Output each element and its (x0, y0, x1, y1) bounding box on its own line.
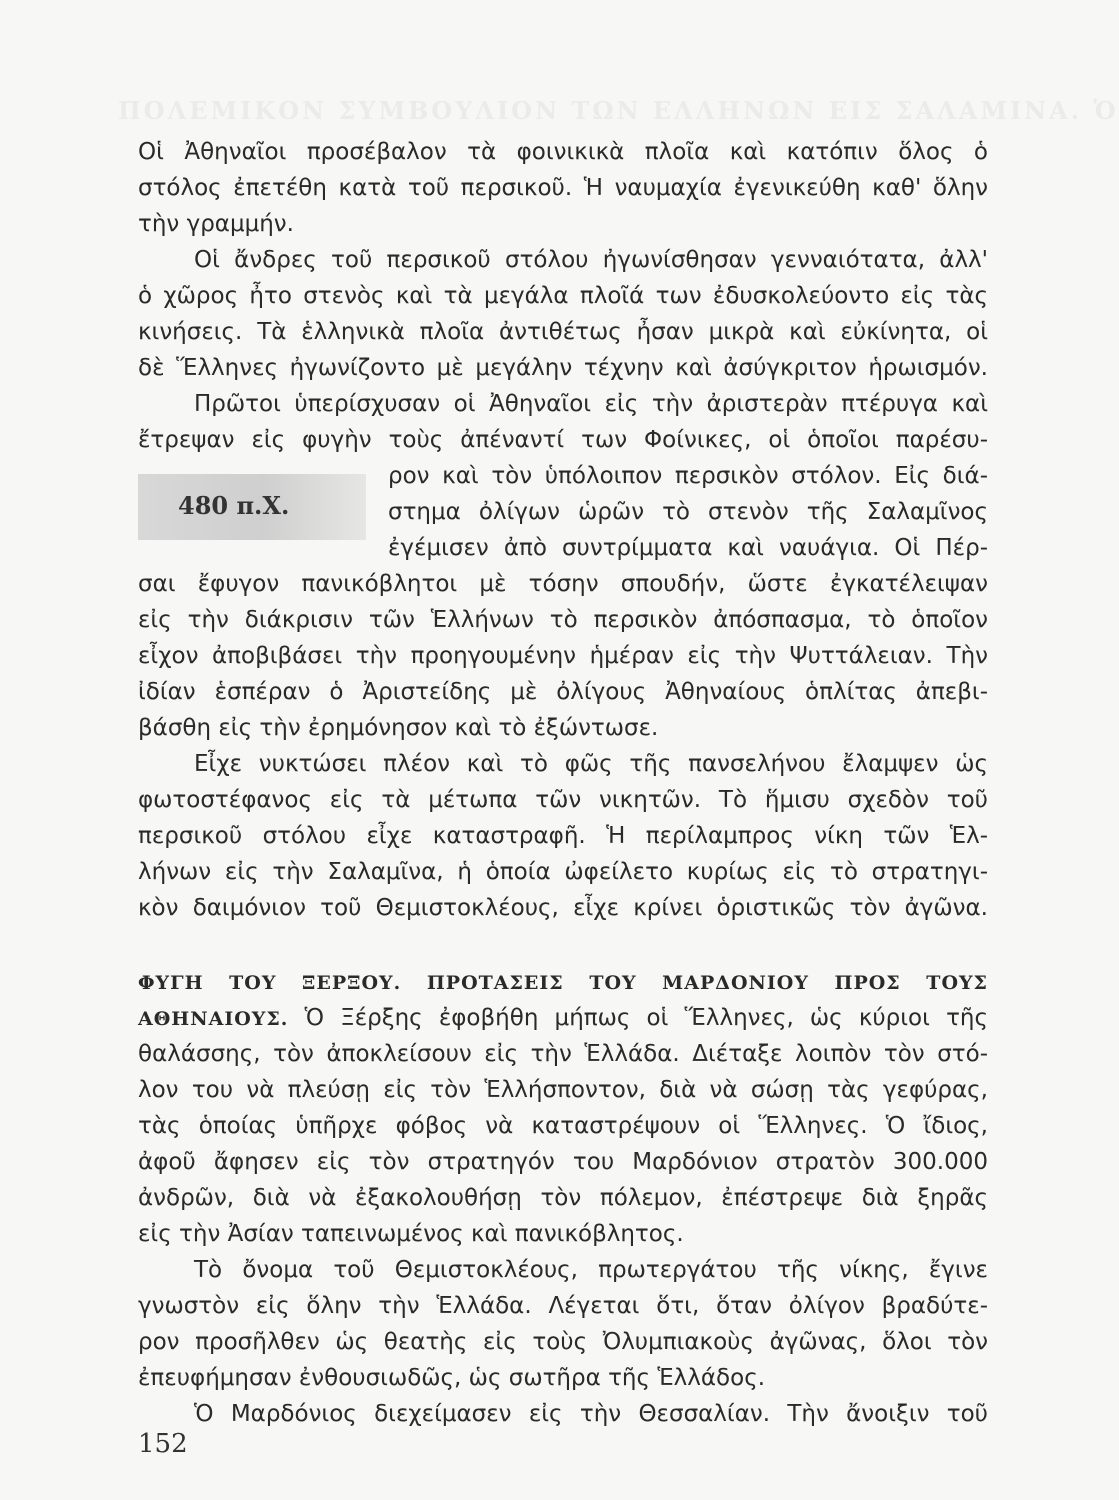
text-line: λον του νὰ πλεύσῃ εἰς τὸν Ἑλλήσποντον, διὰ νὰ σώσῃ τὰς γεφύρας, (138, 1077, 988, 1103)
text-line: ὁ χῶρος ἦτο στενὸς καὶ τὰ μεγάλα πλοῖά των ἐδυσκολεύοντο εἰς τὰς (138, 283, 988, 309)
text-line: λήνων εἰς τὴν Σαλαμῖνα, ἡ ὁποία ὠφείλετο κυρίως εἰς τὸ στρατηγι- (138, 859, 988, 885)
text-line: Πρῶτοι ὑπερίσχυσαν οἱ Ἀθηναῖοι εἰς τὴν ἀριστερὰν πτέρυγα καὶ (194, 391, 988, 417)
text-line: ἰδίαν ἑσπέραν ὁ Ἀριστείδης μὲ ὀλίγους Ἀθηναίους ὁπλίτας ἀπεβι- (138, 679, 988, 705)
page-number: 152 (138, 1429, 188, 1459)
text-span: Ὁ Ξέρξης ἐφοβήθη μήπως οἱ Ἕλληνες, ὡς κύριοι τῆς (288, 1005, 988, 1031)
text-line: περσικοῦ στόλου εἶχε καταστραφῆ. Ἡ περίλαμπρος νίκη τῶν Ἑλ- (138, 823, 988, 849)
text-line: γνωστὸν εἰς ὅλην τὴν Ἑλλάδα. Λέγεται ὅτι, ὅταν ὀλίγον βραδύτε- (138, 1293, 988, 1319)
text-line: ἀνδρῶν, διὰ νὰ ἐξακολουθήσῃ τὸν πόλεμον, ἐπέστρεψε διὰ ξηρᾶς (138, 1185, 988, 1211)
bleed-through-heading: ΠΟΛΕΜΙΚΟΝ ΣΥΜΒΟΥΛΙΟΝ ΤΩΝ ΕΛΛΗΝΩΝ ΕΙΣ ΣΑΛΑΜΙΝΑ. Ὁ (118, 96, 1119, 125)
text-line: Εἶχε νυκτώσει πλέον καὶ τὸ φῶς τῆς πανσελήνου ἔλαμψεν ὡς (194, 751, 988, 777)
text-line: στημα ὀλίγων ὡρῶν τὸ στενὸν τῆς Σαλαμῖνος (388, 499, 988, 525)
text-line: τὰς ὁποίας ὑπῆρχε φόβος νὰ καταστρέψουν οἱ Ἕλληνες. Ὁ ἴδιος, (138, 1113, 988, 1139)
text-line: ρον καὶ τὸν ὑπόλοιπον περσικὸν στόλον. Εἰς διά- (388, 463, 988, 489)
text-line: κὸν δαιμόνιον τοῦ Θεμιστοκλέους, εἶχε κρίνει ὁριστικῶς τὸν ἀγῶνα. (138, 895, 988, 921)
text-line: τὴν γραμμήν. (138, 211, 294, 237)
text-line: στόλος ἐπετέθη κατὰ τοῦ περσικοῦ. Ἡ ναυμαχία ἐγενικεύθη καθ' ὅλην (138, 175, 988, 201)
text-line: βάσθη εἰς τὴν ἐρημόνησον καὶ τὸ ἐξώντωσε. (138, 715, 659, 741)
text-line: Οἱ ἄνδρες τοῦ περσικοῦ στόλου ἠγωνίσθησαν γενναιότατα, ἀλλ' (194, 247, 988, 273)
section-heading-line-2 (138, 1000, 988, 1036)
text-line: εἰς τὴν διάκρισιν τῶν Ἑλλήνων τὸ περσικὸν ἀπόσπασμα, τὸ ὁποῖον (138, 607, 988, 633)
text-line: ἐγέμισεν ἀπὸ συντρίμματα καὶ ναυάγια. Οἱ Πέρ- (388, 535, 988, 561)
section-heading: ΦΥΓΗ ΤΟΥ ΞΕΡΞΟΥ. ΠΡΟΤΑΣΕΙΣ ΤΟΥ ΜΑΡΔΟΝΙΟΥ ΠΡΟΣ ΤΟΥΣ (138, 972, 988, 994)
text-line: εἰς τὴν Ἀσίαν ταπεινωμένος καὶ πανικόβλητος. (138, 1221, 684, 1247)
text-line: δὲ Ἕλληνες ἠγωνίζοντο μὲ μεγάλην τέχνην καὶ ἀσύγκριτον ἡρωισμόν. (138, 355, 988, 381)
section-heading-end: ΑΘΗΝΑΙΟΥΣ. (138, 1008, 289, 1030)
text-line: Τὸ ὄνομα τοῦ Θεμιστοκλέους, πρωτεργάτου τῆς νίκης, ἔγινε (194, 1257, 988, 1283)
section-heading-line-1 (138, 964, 988, 1000)
text-line: φωτοστέφανος εἰς τὰ μέτωπα τῶν νικητῶν. Τὸ ἥμισυ σχεδὸν τοῦ (138, 787, 988, 813)
text-line: ἔτρεψαν εἰς φυγὴν τοὺς ἀπέναντί των Φοίνικες, οἱ ὁποῖοι παρέσυ- (138, 427, 988, 453)
text-line: εἶχον ἀποβιβάσει τὴν προηγουμένην ἡμέραν εἰς τὴν Ψυττάλειαν. Τὴν (138, 643, 988, 669)
margin-note-date: 480 π.Χ. (178, 491, 290, 520)
text-line: σαι ἔφυγον πανικόβλητοι μὲ τόσην σπουδήν, ὥστε ἐγκατέλειψαν (138, 571, 988, 597)
text-line: θαλάσσης, τὸν ἀποκλείσουν εἰς τὴν Ἑλλάδα. Διέταξε λοιπὸν τὸν στό- (138, 1041, 988, 1067)
text-line: Οἱ Ἀθηναῖοι προσέβαλον τὰ φοινικικὰ πλοῖα καὶ κατόπιν ὅλος ὁ (138, 139, 988, 165)
text-line: Ὁ Μαρδόνιος διεχείμασεν εἰς τὴν Θεσσαλίαν. Τὴν ἄνοιξιν τοῦ (194, 1401, 988, 1427)
text-line: ρον προσῆλθεν ὡς θεατὴς εἰς τοὺς Ὀλυμπιακοὺς ἀγῶνας, ὅλοι τὸν (138, 1329, 988, 1355)
text-line: ἀφοῦ ἄφησεν εἰς τὸν στρατηγόν του Μαρδόνιον στρατὸν 300.000 (138, 1149, 988, 1175)
text-line: κινήσεις. Τὰ ἑλληνικὰ πλοῖα ἀντιθέτως ἦσαν μικρὰ καὶ εὐκίνητα, οἱ (138, 319, 988, 345)
text-line: ἐπευφήμησαν ἐνθουσιωδῶς, ὡς σωτῆρα τῆς Ἑλλάδος. (138, 1365, 766, 1391)
